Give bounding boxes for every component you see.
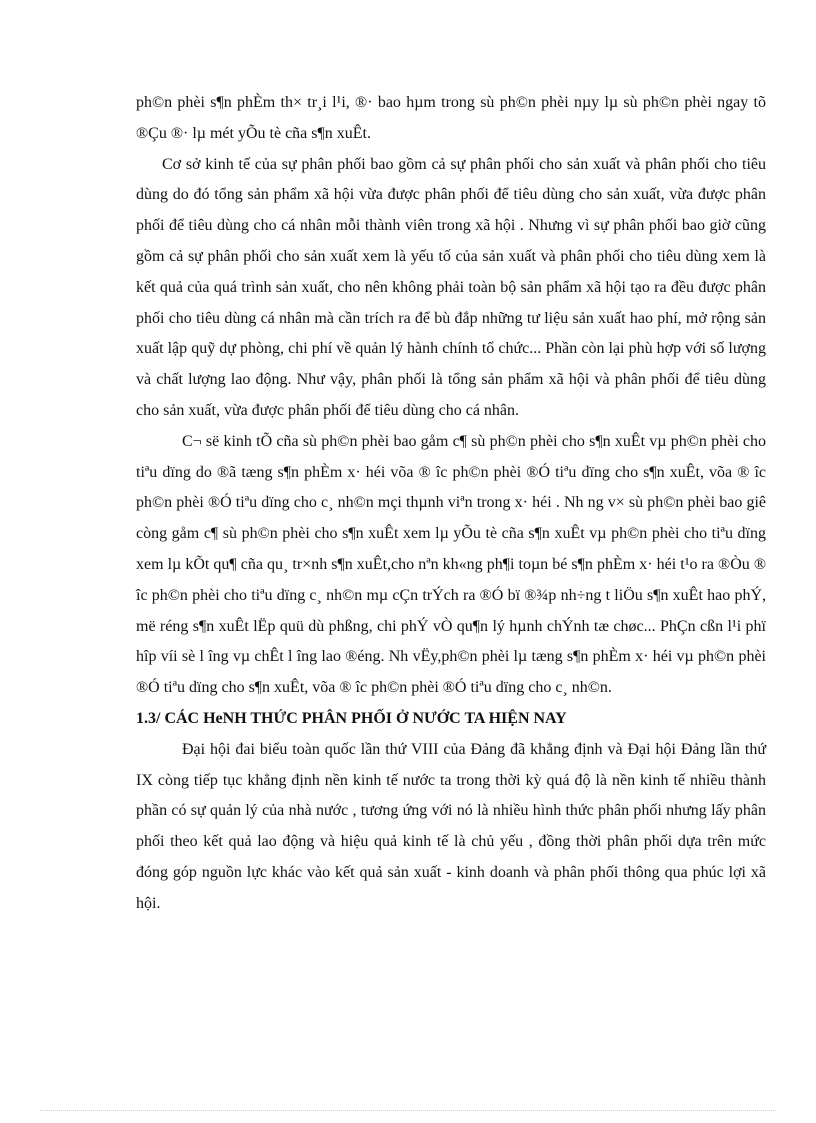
document-body xyxy=(136,88,766,920)
paragraph-economic-basis-legacy-font: C¬ së kinh tÕ cña sù ph©n phèi bao gåm c¶ sù ph©n phèi cho s¶n xuÊt vµ ph©n phèi cho tiªu dïng do ®ã tæng s¶n phÈm x· héi võa ® îc ph©n phèi ®Ó tiªu dïng cho s¶n xuÊt, võa ® îc ph©n phèi ®Ó tiªu dïng cho c¸ nh©n mçi thµnh viªn trong x· héi . Nh ng v× sù ph©n phèi bao giê còng gåm c¶ sù ph©n phèi cho s¶n xuÊt xem lµ yÕu tè cña s¶n xuÊt vµ ph©n phèi cho tiªu dïng xem lµ kÕt qu¶ cña qu¸ tr×nh s¶n xuÊt,cho nªn kh«ng ph¶i toµn bé s¶n phÈm x· héi t¹o ra ®Òu ® îc ph©n phèi cho tiªu dïng c¸ nh©n mµ cÇn trÝch ra ®Ó bï ®¾p nh÷ng t liÖu s¶n xuÊt hao phÝ, më réng s¶n xuÊt lËp quü dù phßng, chi phÝ vÒ qu¶n lý hµnh chÝnh tæ chøc... PhÇn cßn l¹i phï hîp víi sè l îng vµ chÊt l îng lao ®éng. Nh vËy,ph©n phèi lµ tæng s¶n phÈm x· héi vµ ph©n phèi ®Ó tiªu dïng cho s¶n xuÊt, võa ® îc ph©n phèi ®Ó tiªu dïng cho c¸ nh©n. xyxy=(136,432,766,697)
paragraph-legacy-font-continuation: ph©n phèi s¶n phÈm th× tr¸i l¹i, ®· bao hµm trong sù ph©n phèi nµy lµ sù ph©n phèi ngay tõ ®Çu ®· lµ mét yÕu tè cña s¶n xuÊt. xyxy=(136,94,766,142)
paragraph-distribution-forms: Đại hội đai biểu toàn quốc lần thứ VIII của Đảng đã khẳng định và Đại hội Đảng lần thứ IX còng tiếp tục khẳng định nền kinh tế nước ta trong thời kỳ quá độ là nền kinh tế nhiều thành phần có sự quản lý của nhà nước , tương ứng với nó là nhiều hình thức phân phối nhưng lấy phân phối theo kết quả lao động và hiệu quả kinh tế là chủ yếu , đồng thời phân phối dựa trên mức đóng góp nguồn lực khác vào kết quả sản xuất - kinh doanh và phân phối thông qua phúc lợi xã hội. xyxy=(136,740,766,912)
paragraph-economic-basis-unicode: Cơ sở kinh tế của sự phân phối bao gồm cả sự phân phối cho sản xuất và phân phối cho tiêu dùng do đó tổng sản phẩm xã hội vừa được phân phối để tiêu dùng cho sản xuất, vừa được phân phối để tiêu dùng cho cá nhân mỗi thành viên trong xã hội . Nhưng vì sự phân phối bao giờ cũng gồm cả sự phân phối cho sản xuất xem là yếu tố của sản xuất và phân phối cho tiêu dùng xem là kết quả của quá trình sản xuất, cho nên không phải toàn bộ sản phẩm xã hội tạo ra đều được phân phối cho tiêu dùng cá nhân mà cần trích ra để bù đắp những tư liệu sản xuất hao phí, mở rộng sản xuất lập quỹ dự phòng, chi phí về quản lý hành chính tổ chức... Phần còn lại phù hợp với số lượng và chất lượng lao động. Như vậy, phân phối là tổng sản phẩm xã hội và phân phối để tiêu dùng cho sản xuất, vừa được phân phối để tiêu dùng cho cá nhân. xyxy=(136,155,766,419)
page-bottom-divider xyxy=(40,1110,776,1111)
section-heading: 1.3/ CÁC HeNH THỨC PHÂN PHỐI Ở NƯỚC TA HIỆN NAY xyxy=(136,709,567,727)
